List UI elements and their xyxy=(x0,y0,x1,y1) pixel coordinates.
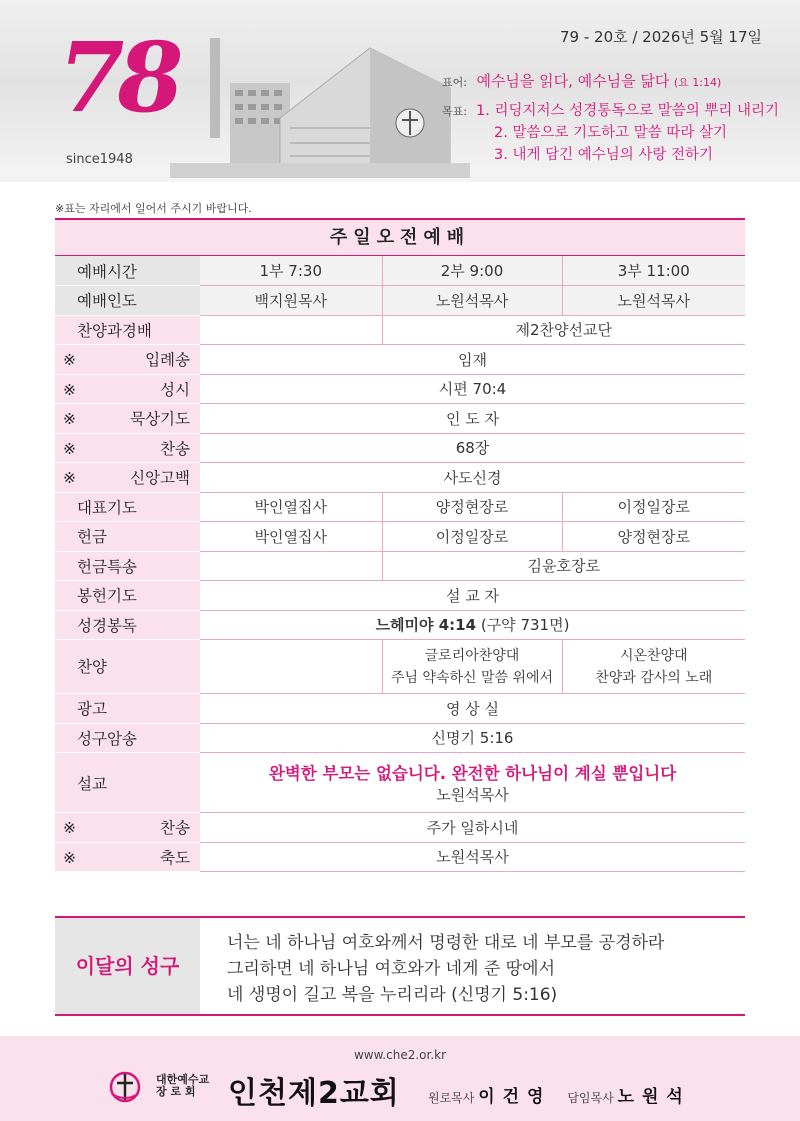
website-link[interactable]: www.che2.or.kr xyxy=(353,1048,447,1062)
table-row xyxy=(55,723,745,753)
church-name: 인천제2교회 xyxy=(228,1076,400,1111)
footer xyxy=(0,1036,800,1121)
table-row xyxy=(55,345,745,375)
motto xyxy=(442,70,721,91)
anniversary-number: 78 xyxy=(48,21,186,134)
goal-item: 1. 리딩지저스 성경통독으로 말씀의 뿌리 내리기 xyxy=(476,103,780,119)
emeritus-label: 원로목사 xyxy=(428,1091,475,1105)
cell: 임재 xyxy=(200,345,745,375)
preacher: 노원석목사 xyxy=(436,786,509,804)
since-year: since1948 xyxy=(66,152,133,167)
verse-line: 그리하면 네 하나님 여호와가 네게 준 땅에서 xyxy=(227,959,556,979)
table-row xyxy=(55,256,745,286)
motto-text: 예수님을 읽다, 예수님을 닮다 xyxy=(476,72,670,90)
row-label: 헌금특송 xyxy=(55,551,200,581)
worship-order xyxy=(55,218,745,872)
goals-label: 목표: xyxy=(442,105,467,118)
row-label: 성구암송 xyxy=(55,723,200,753)
table-row xyxy=(55,463,745,493)
church-logo-icon xyxy=(108,1070,142,1104)
table-row xyxy=(55,813,745,843)
standing-note: ※표는 자리에서 일어서 주시기 바랍니다. xyxy=(55,202,252,215)
senior-label: 담임목사 xyxy=(567,1091,614,1105)
goal-item: 2. 말씀으로 기도하고 말씀 따라 살기 xyxy=(494,125,727,141)
worship-title: 주일오전예배 xyxy=(55,220,745,256)
table-row xyxy=(55,492,745,522)
cell: 박인열집사 xyxy=(200,522,382,552)
row-label: 대표기도 xyxy=(55,492,200,522)
row-label: 광고 xyxy=(55,694,200,724)
church-building-image xyxy=(170,28,470,178)
row-label: 찬양과경배 xyxy=(55,315,200,345)
table-row xyxy=(55,433,745,463)
table-row xyxy=(55,753,745,813)
row-label: 찬양 xyxy=(55,640,200,694)
cell xyxy=(200,315,382,345)
table-row xyxy=(55,404,745,434)
cell xyxy=(382,640,562,694)
table-row xyxy=(55,842,745,872)
table-row xyxy=(55,640,745,694)
anthem-title: 주님 약속하신 말씀 위에서 xyxy=(390,669,554,686)
worship-table xyxy=(55,256,745,872)
cell: 백지원목사 xyxy=(200,286,382,316)
table-row xyxy=(55,694,745,724)
cell: 노원석목사 xyxy=(562,286,745,316)
cell: 설 교 자 xyxy=(200,581,745,611)
cell: 김윤호장로 xyxy=(382,551,745,581)
row-label: 예배인도 xyxy=(55,286,200,316)
table-row xyxy=(55,374,745,404)
cell: 이정일장로 xyxy=(382,522,562,552)
cell: 2부 9:00 xyxy=(382,256,562,286)
cell xyxy=(200,753,745,813)
scripture-reference: 느헤미야 4:14 xyxy=(375,616,477,635)
table-row xyxy=(55,286,745,316)
cell: 양정현장로 xyxy=(382,492,562,522)
row-label: 예배시간 xyxy=(55,256,200,286)
row-label: 성경봉독 xyxy=(55,610,200,640)
cell xyxy=(200,640,382,694)
cell xyxy=(200,551,382,581)
denomination-top: 대한예수교 xyxy=(156,1073,210,1086)
senior-name: 노원석 xyxy=(617,1087,691,1107)
motto-label: 표어: xyxy=(442,76,467,89)
header-banner xyxy=(0,0,800,182)
cell: 노원석목사 xyxy=(200,842,745,872)
issue-date: 79 - 20호 / 2026년 5월 17일 xyxy=(559,28,762,46)
verse-line: 네 생명이 길고 복을 누리리라 (신명기 5:16) xyxy=(227,985,558,1005)
cell: 1부 7:30 xyxy=(200,256,382,286)
cell: 사도신경 xyxy=(200,463,745,493)
row-label: 봉헌기도 xyxy=(55,581,200,611)
table-row xyxy=(55,610,745,640)
denomination xyxy=(156,1074,209,1098)
row-label: 헌금 xyxy=(55,522,200,552)
row-label: ※찬송 xyxy=(55,433,200,463)
pastors xyxy=(428,1082,703,1107)
row-label: ※묵상기도 xyxy=(55,404,200,434)
cell: 양정현장로 xyxy=(562,522,745,552)
anthem-title: 찬양과 감사의 노래 xyxy=(595,669,713,686)
scripture-page: (구약 731면) xyxy=(480,616,570,635)
row-label: 설교 xyxy=(55,753,200,813)
cell: 박인열집사 xyxy=(200,492,382,522)
cell xyxy=(562,640,745,694)
table-row xyxy=(55,551,745,581)
goal-item: 3. 내게 담긴 예수님의 사랑 전하기 xyxy=(494,147,713,163)
cell: 68장 xyxy=(200,433,745,463)
monthly-verse xyxy=(55,916,745,1016)
row-label: ※성시 xyxy=(55,374,200,404)
row-label: ※신앙고백 xyxy=(55,463,200,493)
denomination-bottom: 장 로 회 xyxy=(156,1085,196,1098)
sermon-title: 완벽한 부모는 없습니다. 완전한 하나님이 계실 뿐입니다 xyxy=(268,764,677,783)
cell: 인 도 자 xyxy=(200,404,745,434)
cell: 시편 70:4 xyxy=(200,374,745,404)
cell: 주가 일하시네 xyxy=(200,813,745,843)
table-row xyxy=(55,315,745,345)
emeritus-name: 이건영 xyxy=(478,1087,552,1107)
verse-text xyxy=(227,930,664,1008)
row-label: ※찬송 xyxy=(55,813,200,843)
table-row xyxy=(55,522,745,552)
cell: 제2찬양선교단 xyxy=(382,315,745,345)
cell: 신명기 5:16 xyxy=(200,723,745,753)
table-row xyxy=(55,581,745,611)
row-label: ※축도 xyxy=(55,842,200,872)
choir-name: 글로리아찬양대 xyxy=(424,647,520,664)
motto-reference: (요 1:14) xyxy=(673,76,722,89)
choir-name: 시온찬양대 xyxy=(619,647,688,664)
cell: 영 상 실 xyxy=(200,694,745,724)
cell: 노원석목사 xyxy=(382,286,562,316)
cell: 3부 11:00 xyxy=(562,256,745,286)
verse-label: 이달의 성구 xyxy=(55,918,200,1014)
cell: 이정일장로 xyxy=(562,492,745,522)
goals xyxy=(442,100,779,166)
cell xyxy=(200,610,745,640)
verse-line: 너는 네 하나님 여호와께서 명령한 대로 네 부모를 공경하라 xyxy=(227,933,665,953)
row-label: ※입례송 xyxy=(55,345,200,375)
